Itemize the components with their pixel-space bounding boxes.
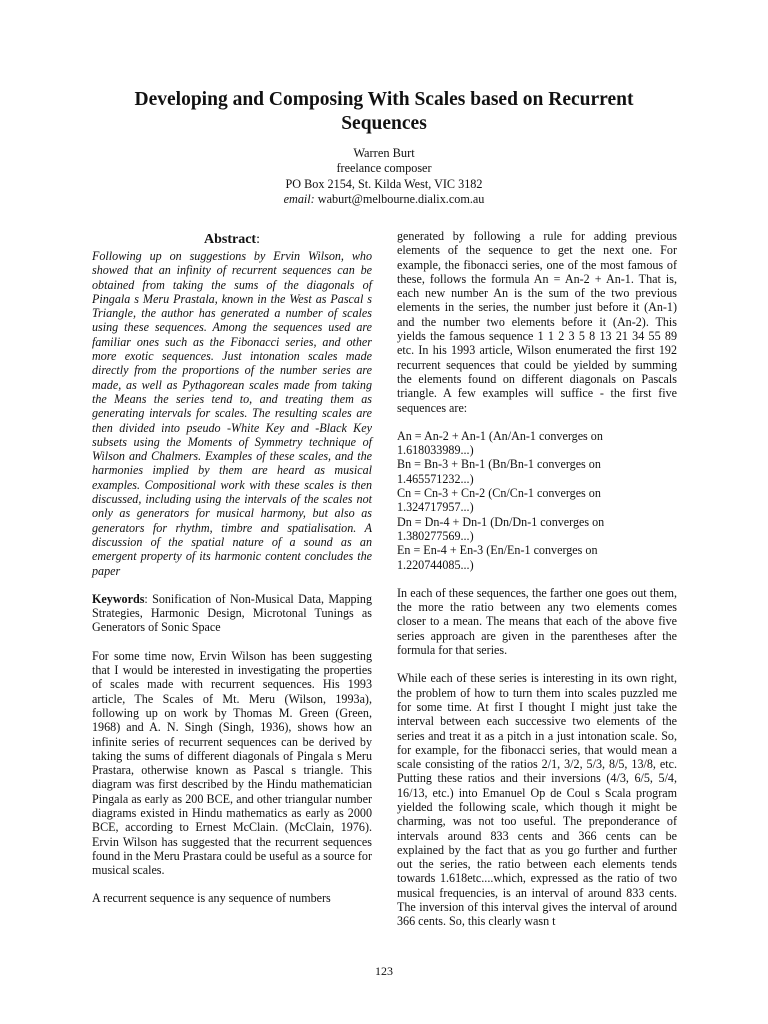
page-number: 123 — [375, 964, 393, 978]
sequence-formula: Dn = Dn-4 + Dn-1 (Dn/Dn-1 converges on — [397, 514, 605, 529]
sequence-item — [397, 457, 677, 486]
paper-title: Developing and Composing With Scales based on Recurrent Sequences — [134, 89, 634, 134]
keywords-label: Keywords — [92, 591, 145, 606]
body-paragraph: While each of these series is interesting in its own right, the problem of how to turn them into scales puzzled me for some time. At first I thought I might just take the interval between each successive two elements of the series and treat it as a pitch in a just intonation scale. So, for example, for the fibonacci series, that would mean a scale consisting of the ratios 2/1, 3/2, 5/3, 8/5, 13/8, etc. Putting these ratios and their inversions (4/3, 6/5, 5/4, 16/13, etc.) into Emanuel Op de Coul s Scala program yielded the following scale, which though it might be charming, was not too useful. The preponderance of intervals around 833 cents and 366 cents can be explained by the fact that as you go further and further out the series, the ratio between each elements tends towards 1.618etc....which, expressed as the ratio of two musical frequencies, is an interval of around 833 cents. The inversion of this interval gives the interval of around 366 cents. So, this clearly wasn t — [397, 671, 677, 929]
author-name: Warren Burt — [353, 146, 415, 160]
author-email: waburt@melbourne.dialix.com.au — [317, 192, 485, 207]
sequence-list — [397, 429, 677, 572]
sequence-formula: An = An-2 + An-1 (An/An-1 converges on — [397, 428, 603, 443]
sequence-value: 1.618033989...) — [397, 443, 474, 458]
body-paragraph: A recurrent sequence is any sequence of numbers — [92, 891, 331, 906]
sequence-formula: En = En-4 + En-3 (En/En-1 converges on — [397, 543, 598, 558]
sequence-item — [397, 429, 677, 458]
author-affiliation: freelance composer — [336, 161, 432, 176]
email-label: email: — [283, 192, 315, 207]
body-paragraph: For some time now, Ervin Wilson has been suggesting that I would be interested in investigating the properties of scales made with recurrent sequences. His 1993 article, The Scales of Mt. Meru (Wilson, 1993a), following up on work by Thomas M. Green (Green, 1968) and A. N. Singh (Singh, 1936), shows how an infinite series of recurrent sequences can be derived by taking the sums of different diagonals of Pingala s Meru Prastara, otherwise known as Pascal s triangle. This diagram was first described by the Hindu mathematician Pingala as early as 200 BCE, and other triangular number diagrams existed in Hindu mathematics as early as 2000 BCE, according to Ernest McClain. (McClain, 1976). Ervin Wilson has suggested that the recurrent sequences found in the Meru Prastara could be useful as a source for musical scales. — [92, 648, 372, 878]
sequence-value: 1.324717957...) — [397, 500, 474, 515]
keywords-paragraph — [92, 592, 372, 635]
sequence-item — [397, 543, 677, 572]
sequence-value: 1.465571232...) — [397, 471, 474, 486]
right-column — [397, 229, 677, 929]
left-column — [92, 229, 372, 906]
body-paragraph: generated by following a rule for adding previous elements of the sequence to get the next one. For example, the fibonacci series, one of the most famous of these, follows the formula An = An-2 + An-1. That is, each new number An is the sum of the two previous elements in the series, the number just before it (An-1) and the number two elements before it (An-2). This yields the famous sequence 1 1 2 3 5 8 13 21 34 55 89 etc. In his 1993 article, Wilson enumerated the first 192 recurrent sequences that could be yielded by summing the elements found on different diagonals on Pascals triangle. A few examples will suffice - the first five sequences are: — [397, 229, 677, 415]
author-address: PO Box 2154, St. Kilda West, VIC 3182 — [285, 176, 483, 191]
sequence-formula: Cn = Cn-3 + Cn-2 (Cn/Cn-1 converges on — [397, 486, 601, 501]
abstract-heading: Abstract: — [204, 232, 260, 247]
sequence-value: 1.380277569...) — [397, 528, 474, 543]
sequence-item — [397, 486, 677, 515]
sequence-value: 1.220744085...) — [397, 557, 474, 572]
sequence-formula: Bn = Bn-3 + Bn-1 (Bn/Bn-1 converges on — [397, 457, 601, 472]
author-email-line — [184, 192, 584, 207]
body-paragraph: In each of these sequences, the farther one goes out them, the more the ratio between any two elements comes closer to a mean. The means that each of the above five series approach are given in the parentheses after the formula for that series. — [397, 585, 677, 658]
keywords-text: : Sonification of Non-Musical Data, Mapping Strategies, Harmonic Design, Microtonal Tunings as Generators of Sonic Space — [92, 591, 372, 635]
author-block — [184, 146, 584, 208]
sequence-item — [397, 515, 677, 544]
abstract-text: Following up on suggestions by Ervin Wilson, who showed that an infinity of recurrent sequences can be obtained from taking the sums of the diagonals of Pingala s Meru Prastala, known in the West as Pascal s Triangle, the author has generated a number of scales using these sequences. Among the sequences used are familiar ones such as the Fibonacci series, and other more exotic sequences. Just intonation scales made directly from the proportions of the number series are made, as well as Pythagorean scales made from taking the Means the series tend to, and treating them as generating intervals for scales. The resulting scales are then divided into pseudo -White Key and -Black Key subsets using the Moments of Symmetry technique of Wilson and Chalmers. Examples of these scales, and the harmonies implied by them are heard as musical examples. Compositional work with these scales is then discussed, including using the intervals of the scales not only as generators for musical harmony, but also as generators for rhythm, timbre and spatialisation. A discussion of the spatial nature of a sound as an emergent property of its harmonic content concludes the paper — [92, 249, 372, 578]
